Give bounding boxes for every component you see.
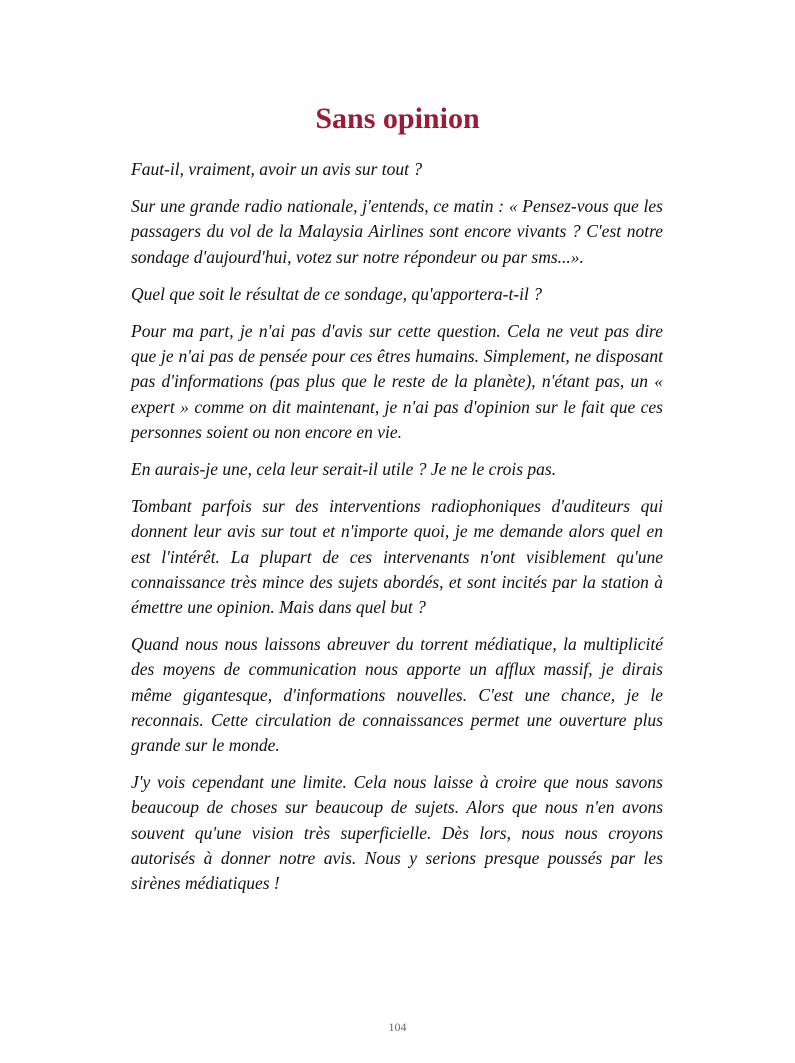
paragraph: Quel que soit le résultat de ce sondage, qu'apportera-t-il ? [131,283,543,304]
paragraph: Faut-il, vraiment, avoir un avis sur tout ? [131,159,423,179]
page-number: 104 [388,1020,407,1034]
paragraph: Sur une grande radio nationale, j'entends, ce matin : « Pensez-vous que les passagers du vol de la Malaysia Airlines sont encore vivants ? C'est notre sondage d'aujourd'hui, votez sur notre répondeur ou par sms...». [131,196,663,267]
paragraph: Quand nous nous laissons abreuver du torrent médiatique, la multiplicité des moyens de communication nous apporte un afflux massif, je dirais même gigantesque, d'informations nouvelles. C'est une chance, je le reconnais. Cette circulation de connaissances permet une ouverture plus grande sur le monde. [131,634,663,756]
paragraph: J'y vois cependant une limite. Cela nous laisse à croire que nous savons beaucoup de choses sur beaucoup de sujets. Alors que nous n'en avons souvent qu'une vision très superficielle. Dès lors, nous nous croyons autorisés à donner notre avis. Nous y serions presque poussés par les sirènes médiatiques ! [131,772,663,894]
paragraph: Pour ma part, je n'ai pas d'avis sur cette question. Cela ne veut pas dire que je n'ai pas de pensée pour ces êtres humains. Simplement, ne disposant pas d'informations (pas plus que le reste de la planète), n'étant pas, un « expert » comme on dit maintenant, je n'ai pas d'opinion sur le fait que ces personnes soient ou non encore en vie. [131,321,663,442]
paragraph: En aurais-je une, cela leur serait-il utile ? Je ne le crois pas. [131,459,557,480]
body-text [131,157,663,908]
page-title: Sans opinion [315,102,480,135]
paragraph: Tombant parfois sur des interventions radiophoniques d'auditeurs qui donnent leur avis sur tout et n'importe quoi, je me demande alors quel en est l'intérêt. La plupart de ces intervenants n'ont visiblement qu'une connaissance très mince des sujets abordés, et sont incités par la station à émettre une opinion. Mais dans quel but ? [131,496,663,618]
